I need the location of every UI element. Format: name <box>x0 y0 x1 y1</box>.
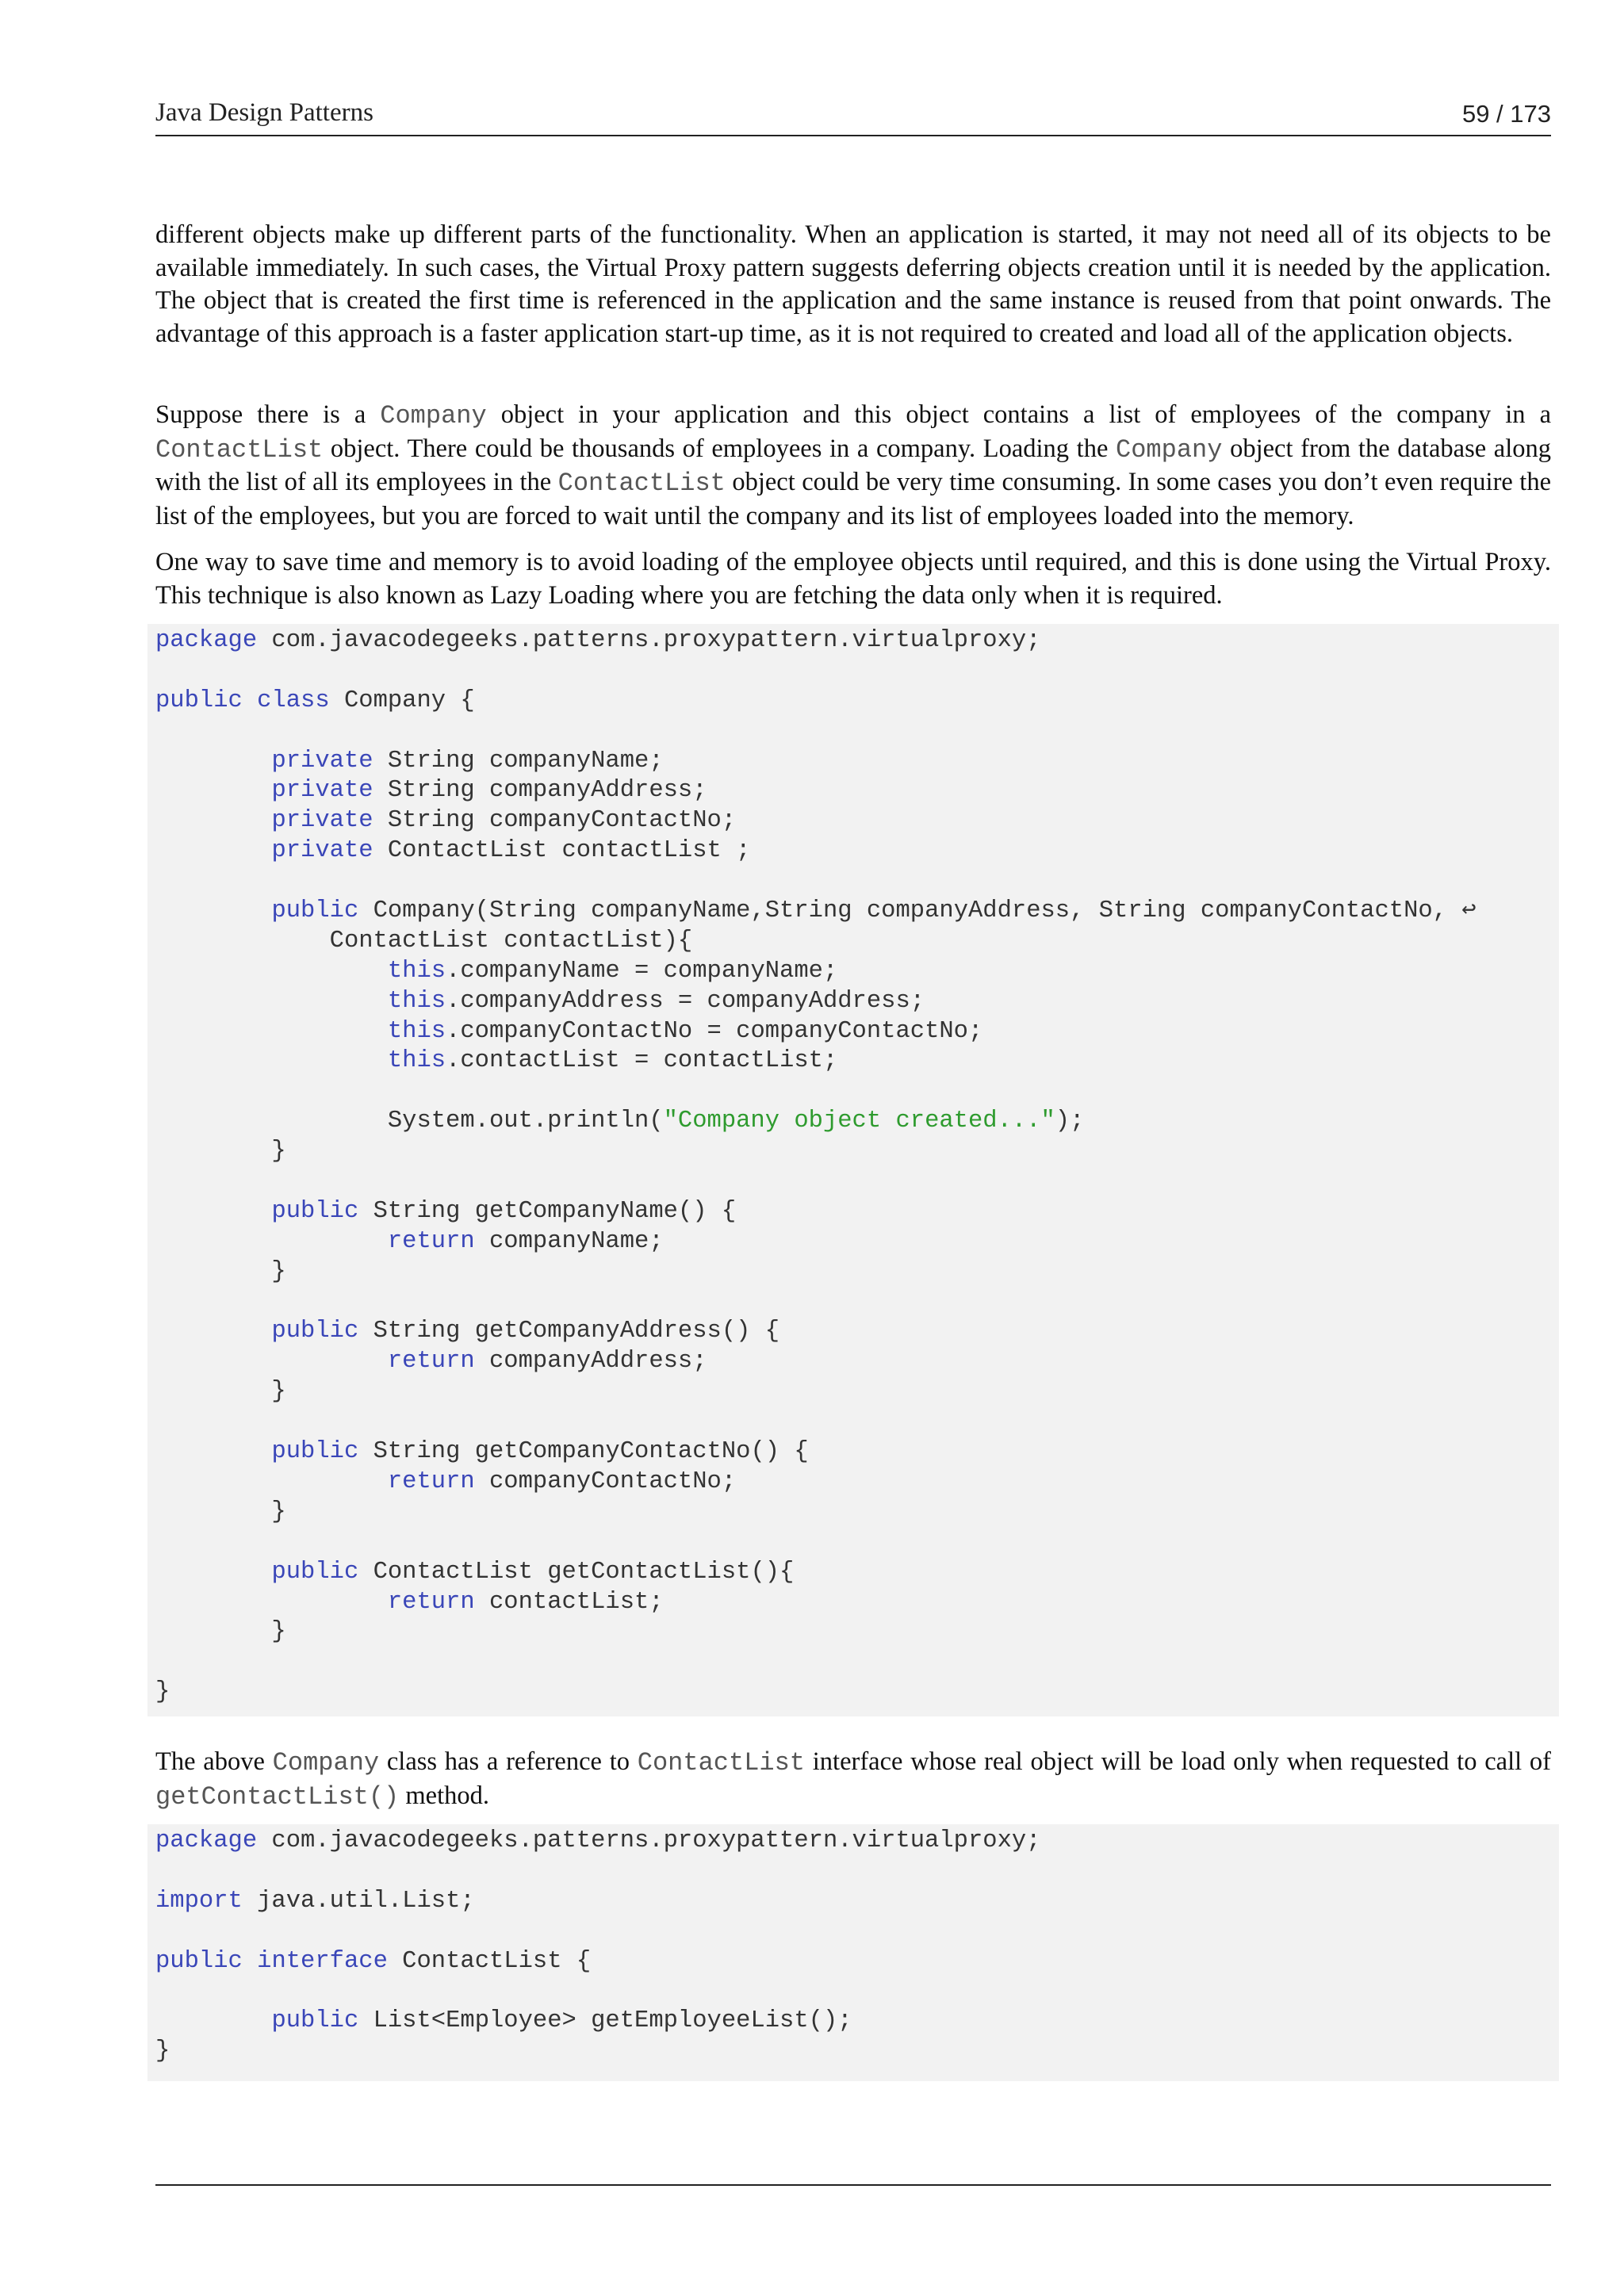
code-keyword: private <box>271 777 373 805</box>
code-text: String getCompanyName() { <box>358 1197 737 1225</box>
code-keyword: import <box>155 1887 243 1915</box>
code-text: companyAddress; <box>474 1348 707 1376</box>
code-text <box>155 1228 388 1255</box>
code-text: String companyContactNo; <box>373 807 737 835</box>
code-line <box>155 1528 1559 1558</box>
code-text: } <box>155 1498 286 1525</box>
code-line <box>155 2007 1559 2037</box>
inline-code: ContactList <box>155 434 324 465</box>
code-keyword: this <box>387 1017 446 1045</box>
code-keyword: public <box>271 2007 359 2035</box>
code-line <box>155 1227 1559 1257</box>
code-keyword: package <box>155 627 258 654</box>
code-line <box>155 1588 1559 1618</box>
code-keyword: public <box>271 1318 359 1345</box>
paragraph-text: method. <box>399 1781 489 1810</box>
paragraph-text: The above <box>155 1747 273 1776</box>
code-text: com.javacodegeeks.patterns.proxypattern.virtualproxy; <box>257 627 1041 654</box>
code-line <box>155 1197 1559 1227</box>
code-line <box>155 1917 1559 1947</box>
code-line <box>155 1017 1559 1047</box>
paragraph-3 <box>155 546 1551 612</box>
code-keyword: return <box>387 1227 475 1255</box>
code-keyword: public <box>155 1947 243 1975</box>
inline-code: ContactList <box>557 469 726 498</box>
inline-code: Company <box>1116 434 1223 465</box>
code-line <box>155 927 1559 957</box>
paragraph-text: object in your application and this object contains a list of employees of the company in a <box>486 400 1551 429</box>
paragraph-text: Suppose there is a <box>155 400 381 429</box>
code-text: .companyAddress = companyAddress; <box>446 987 925 1015</box>
paragraph-text: object. There could be thousands of employees in a company. Loading the <box>323 434 1116 463</box>
code-line <box>155 1107 1559 1137</box>
code-line <box>155 836 1559 867</box>
code-line <box>155 1437 1559 1468</box>
code-text: ContactList contactList ; <box>373 837 751 865</box>
code-text <box>155 807 271 834</box>
code-text: .companyContactNo = companyContactNo; <box>446 1017 983 1045</box>
code-text: java.util.List; <box>242 1887 475 1915</box>
code-line <box>155 987 1559 1017</box>
code-keyword: this <box>387 957 446 985</box>
code-line <box>155 1407 1559 1437</box>
code-text <box>155 837 271 864</box>
inline-code: getContactList() <box>155 1781 400 1812</box>
code-text: ContactList contactList){ <box>155 927 693 955</box>
code-line <box>155 1047 1559 1077</box>
paragraph-text: object from the database along with the list of all its employees in the <box>155 434 1551 496</box>
code-text: companyContactNo; <box>474 1468 737 1495</box>
inline-code: Company <box>380 401 487 430</box>
page-header <box>155 94 1551 136</box>
code-line <box>155 1887 1559 1917</box>
code-text <box>155 1198 271 1225</box>
inline-code: Company <box>272 1748 380 1777</box>
code-text <box>155 1018 388 1045</box>
code-text <box>155 1468 388 1495</box>
code-keyword: public <box>271 1558 359 1586</box>
code-text <box>155 1589 388 1616</box>
code-line <box>155 1947 1559 1977</box>
paragraph-text: interface whose real object will be load only when requested to call of <box>805 1747 1551 1776</box>
code-text: Company(String companyName,String companyAddress, String companyContactNo, ↩ <box>358 897 1477 925</box>
code-keyword: public <box>271 1197 359 1225</box>
code-text: } <box>155 2038 170 2065</box>
code-text: ContactList getContactList(){ <box>358 1558 795 1586</box>
paragraph-text: object could be very time consuming. In some cases you don’t even require the list of the employees, but you are forced to wait until the company and its list of employees loaded into the memory. <box>155 468 1551 530</box>
paragraph-3-text: One way to save time and memory is to avoid loading of the employee objects until required, and this is done using the Virtual Proxy. This technique is also known as Lazy Loading where you are fetching the data only when it is required. <box>155 548 1551 610</box>
code-line <box>155 1257 1559 1288</box>
code-text: Company { <box>329 687 475 714</box>
code-keyword: public <box>155 687 243 714</box>
code-line <box>155 1558 1559 1588</box>
code-line <box>155 867 1559 897</box>
code-text: } <box>155 1257 286 1285</box>
code-keyword: this <box>387 1047 446 1075</box>
code-keyword: private <box>271 837 373 865</box>
code-text: ContactList { <box>387 1947 592 1975</box>
code-text <box>155 1559 271 1586</box>
code-keyword: return <box>387 1588 475 1616</box>
code-string: "Company object created..." <box>663 1108 1055 1135</box>
code-keyword: public <box>271 1438 359 1466</box>
code-text: String getCompanyContactNo() { <box>358 1438 809 1466</box>
code-text <box>155 1318 271 1345</box>
code-text <box>155 748 271 775</box>
code-text: String companyName; <box>373 747 664 775</box>
code-line <box>155 1827 1559 1857</box>
code-line <box>155 717 1559 747</box>
code-text: com.javacodegeeks.patterns.proxypattern.virtualproxy; <box>257 1827 1041 1854</box>
code-text: } <box>155 1678 170 1706</box>
code-text: contactList; <box>474 1588 664 1616</box>
paragraph-text: class has a reference to <box>379 1747 638 1776</box>
code-text: } <box>155 1138 286 1165</box>
code-text <box>155 897 271 924</box>
code-line <box>155 687 1559 717</box>
paragraph-4 <box>155 1746 1551 1813</box>
code-text <box>243 687 257 714</box>
code-line <box>155 1678 1559 1708</box>
code-keyword: class <box>257 687 330 714</box>
code-line <box>155 626 1559 656</box>
code-line <box>155 1498 1559 1528</box>
page-number: 59 / 173 <box>1461 100 1551 128</box>
paragraph-2 <box>155 399 1551 533</box>
code-line <box>155 1617 1559 1647</box>
code-block-company <box>147 624 1559 1716</box>
code-line <box>155 656 1559 687</box>
code-block-contactlist <box>147 1824 1559 2081</box>
code-text: System.out.println( <box>155 1108 664 1135</box>
code-line <box>155 957 1559 987</box>
code-line <box>155 1857 1559 1887</box>
code-text: .contactList = contactList; <box>446 1047 838 1075</box>
code-line <box>155 1347 1559 1377</box>
book-title: Java Design Patterns <box>155 98 373 127</box>
paragraph-1-text: different objects make up different parts of the functionality. When an application is started, it may not need all of its objects to be available immediately. In such cases, the Virtual Proxy pattern suggests deferring objects creation until it is needed by the application. The object that is created the first time is referenced in the application and the same instance is reused from that point onwards. The advantage of this approach is a faster application start-up time, as it is not required to created and load all of the application objects. <box>155 220 1551 348</box>
code-line <box>155 1317 1559 1347</box>
code-text: String getCompanyAddress() { <box>358 1318 780 1345</box>
code-line <box>155 1288 1559 1318</box>
code-text: String companyAddress; <box>373 777 707 805</box>
code-text <box>155 988 388 1015</box>
code-line <box>155 1137 1559 1167</box>
code-line <box>155 897 1559 927</box>
code-line <box>155 1077 1559 1107</box>
code-text: } <box>155 1378 286 1406</box>
code-line <box>155 806 1559 836</box>
code-text: } <box>155 1618 286 1646</box>
code-line <box>155 1167 1559 1197</box>
code-text <box>155 777 271 804</box>
code-text <box>155 2007 271 2034</box>
code-line <box>155 2037 1559 2067</box>
code-line <box>155 1976 1559 2007</box>
code-line <box>155 1468 1559 1498</box>
code-line <box>155 1647 1559 1678</box>
code-text: List<Employee> getEmployeeList(); <box>358 2007 852 2035</box>
code-text: ); <box>1055 1108 1085 1135</box>
paragraph-1 <box>155 219 1551 350</box>
code-keyword: return <box>387 1468 475 1495</box>
code-text <box>155 958 388 985</box>
code-keyword: return <box>387 1348 475 1376</box>
code-line <box>155 747 1559 777</box>
code-keyword: private <box>271 747 373 775</box>
code-keyword: interface <box>257 1947 388 1975</box>
footer-divider <box>155 2184 1551 2186</box>
code-line <box>155 1377 1559 1407</box>
code-keyword: this <box>387 987 446 1015</box>
code-line <box>155 776 1559 806</box>
code-text <box>155 1348 388 1375</box>
code-text: companyName; <box>474 1227 664 1255</box>
code-keyword: package <box>155 1827 258 1854</box>
code-text <box>155 1438 271 1465</box>
code-text <box>155 1047 388 1074</box>
code-keyword: public <box>271 897 359 925</box>
inline-code: ContactList <box>637 1748 805 1777</box>
code-text <box>243 1948 257 1975</box>
code-keyword: private <box>271 807 373 835</box>
code-text: .companyName = companyName; <box>446 957 838 985</box>
